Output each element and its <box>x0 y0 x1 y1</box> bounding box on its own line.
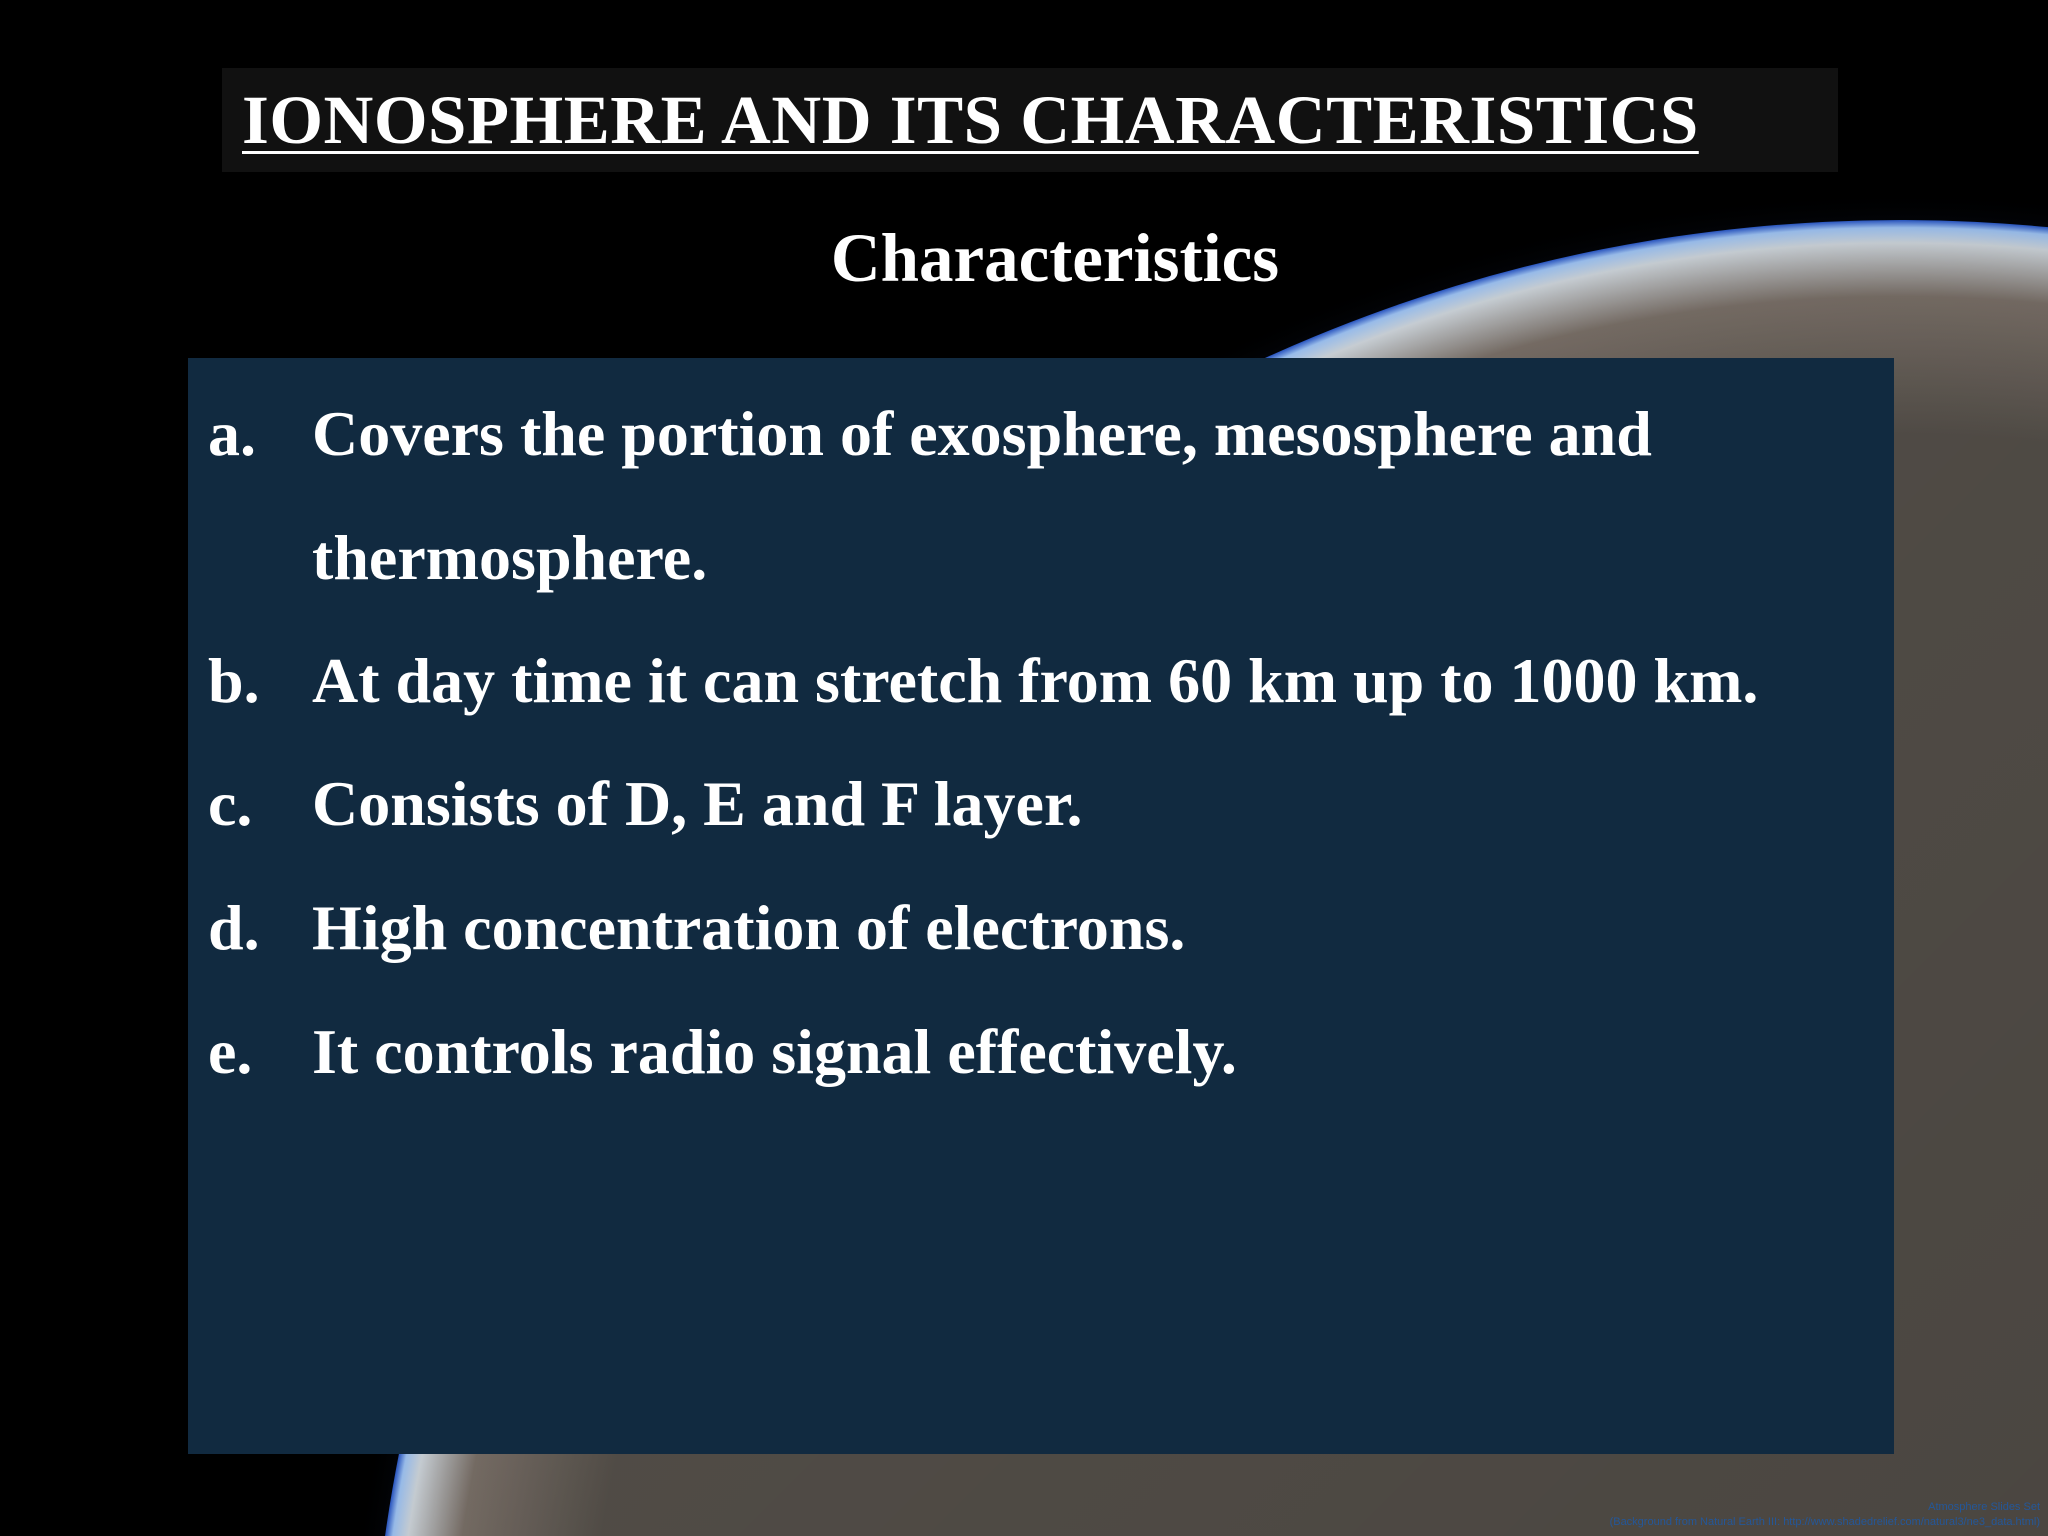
list-marker: c. <box>208 768 253 839</box>
list-item-text: Consists of D, E and F layer. <box>312 768 1083 839</box>
list-marker: a. <box>208 398 256 469</box>
list-item-text: It controls radio signal effectively. <box>312 1016 1237 1087</box>
credit-line-1: Atmosphere Slides Set <box>1928 1501 2040 1513</box>
list-item-text: High concentration of electrons. <box>312 892 1186 963</box>
slide-subtitle: Characteristics <box>830 220 1280 296</box>
list-marker: e. <box>208 1016 253 1087</box>
content-panel <box>188 358 1894 1454</box>
list-item-text: At day time it can stretch from 60 km up to 1000 km. <box>312 645 1759 716</box>
list-marker: b. <box>208 645 260 716</box>
image-credit <box>1610 1500 2040 1530</box>
list-item-text: thermosphere. <box>312 522 708 593</box>
list-item-text: Covers the portion of exosphere, mesosphere and <box>312 398 1652 469</box>
list-marker: d. <box>208 892 260 963</box>
slide-title: IONOSPHERE AND ITS CHARACTERISTICS <box>242 82 1699 158</box>
credit-line-2: (Background from Natural Earth III: http://www.shadedrelief.com/natural3/ne3_data.html) <box>1609 1516 2040 1528</box>
